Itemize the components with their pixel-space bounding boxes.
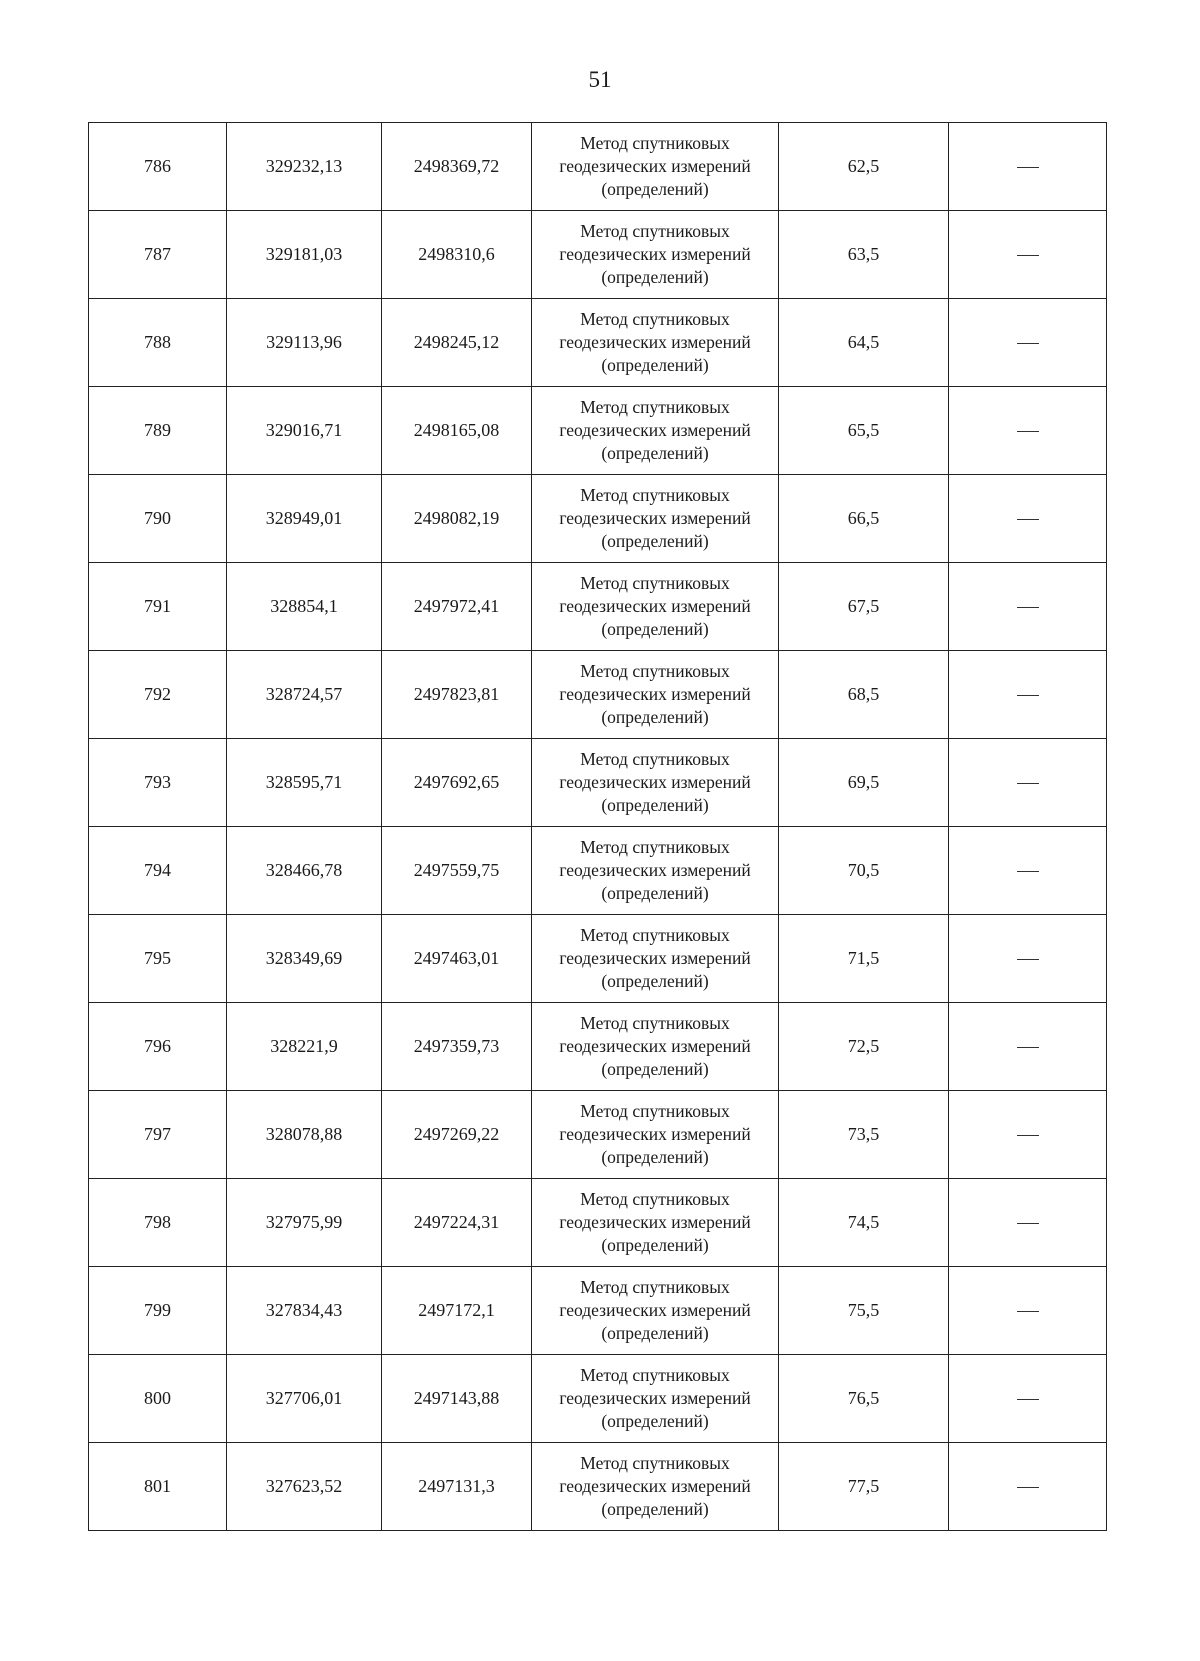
x-coordinate-cell: 328078,88 bbox=[227, 1091, 382, 1179]
method-line: (определений) bbox=[601, 1147, 709, 1167]
method-line: геодезических измерений bbox=[559, 1212, 751, 1232]
method-line: геодезических измерений bbox=[559, 156, 751, 176]
point-number-cell: 788 bbox=[89, 299, 227, 387]
method-line: Метод спутниковых bbox=[580, 661, 730, 681]
table-row bbox=[89, 739, 1107, 827]
accuracy-cell: 63,5 bbox=[779, 211, 949, 299]
table-row bbox=[89, 387, 1107, 475]
note-cell bbox=[949, 1267, 1107, 1355]
dash-mark bbox=[1017, 695, 1039, 696]
method-line: (определений) bbox=[601, 355, 709, 375]
method-cell bbox=[532, 915, 779, 1003]
note-cell bbox=[949, 827, 1107, 915]
y-coordinate-cell: 2498245,12 bbox=[382, 299, 532, 387]
point-number-cell: 796 bbox=[89, 1003, 227, 1091]
note-cell bbox=[949, 1091, 1107, 1179]
x-coordinate-cell: 328466,78 bbox=[227, 827, 382, 915]
method-cell bbox=[532, 299, 779, 387]
method-line: Метод спутниковых bbox=[580, 925, 730, 945]
method-line: геодезических измерений bbox=[559, 1036, 751, 1056]
method-line: (определений) bbox=[601, 1235, 709, 1255]
method-line: Метод спутниковых bbox=[580, 133, 730, 153]
method-line: геодезических измерений bbox=[559, 860, 751, 880]
dash-mark bbox=[1017, 1135, 1039, 1136]
table-row bbox=[89, 1267, 1107, 1355]
note-cell bbox=[949, 739, 1107, 827]
note-cell bbox=[949, 387, 1107, 475]
method-line: (определений) bbox=[601, 1323, 709, 1343]
point-number-cell: 800 bbox=[89, 1355, 227, 1443]
accuracy-cell: 69,5 bbox=[779, 739, 949, 827]
method-cell bbox=[532, 387, 779, 475]
method-line: геодезических измерений bbox=[559, 1388, 751, 1408]
method-cell bbox=[532, 1443, 779, 1531]
method-cell bbox=[532, 827, 779, 915]
method-line: геодезических измерений bbox=[559, 772, 751, 792]
x-coordinate-cell: 328221,9 bbox=[227, 1003, 382, 1091]
method-line: (определений) bbox=[601, 443, 709, 463]
table-row bbox=[89, 299, 1107, 387]
x-coordinate-cell: 329232,13 bbox=[227, 123, 382, 211]
accuracy-cell: 62,5 bbox=[779, 123, 949, 211]
table-row bbox=[89, 1091, 1107, 1179]
note-cell bbox=[949, 211, 1107, 299]
accuracy-cell: 68,5 bbox=[779, 651, 949, 739]
y-coordinate-cell: 2497131,3 bbox=[382, 1443, 532, 1531]
accuracy-cell: 64,5 bbox=[779, 299, 949, 387]
y-coordinate-cell: 2498082,19 bbox=[382, 475, 532, 563]
note-cell bbox=[949, 915, 1107, 1003]
table-row bbox=[89, 1355, 1107, 1443]
dash-mark bbox=[1017, 1311, 1039, 1312]
method-line: (определений) bbox=[601, 619, 709, 639]
method-line: геодезических измерений bbox=[559, 244, 751, 264]
method-cell bbox=[532, 475, 779, 563]
point-number-cell: 799 bbox=[89, 1267, 227, 1355]
method-line: Метод спутниковых bbox=[580, 1453, 730, 1473]
method-line: (определений) bbox=[601, 1059, 709, 1079]
x-coordinate-cell: 328949,01 bbox=[227, 475, 382, 563]
y-coordinate-cell: 2497463,01 bbox=[382, 915, 532, 1003]
accuracy-cell: 75,5 bbox=[779, 1267, 949, 1355]
note-cell bbox=[949, 123, 1107, 211]
method-cell bbox=[532, 651, 779, 739]
table-row bbox=[89, 475, 1107, 563]
method-line: (определений) bbox=[601, 707, 709, 727]
method-cell bbox=[532, 739, 779, 827]
x-coordinate-cell: 328724,57 bbox=[227, 651, 382, 739]
method-line: Метод спутниковых bbox=[580, 749, 730, 769]
method-cell bbox=[532, 563, 779, 651]
method-line: Метод спутниковых bbox=[580, 1101, 730, 1121]
page-number: 51 bbox=[588, 67, 612, 92]
method-line: Метод спутниковых bbox=[580, 1277, 730, 1297]
coordinates-table-container bbox=[88, 122, 1106, 1531]
x-coordinate-cell: 327975,99 bbox=[227, 1179, 382, 1267]
y-coordinate-cell: 2497143,88 bbox=[382, 1355, 532, 1443]
x-coordinate-cell: 327834,43 bbox=[227, 1267, 382, 1355]
method-line: (определений) bbox=[601, 531, 709, 551]
accuracy-cell: 71,5 bbox=[779, 915, 949, 1003]
method-cell bbox=[532, 1179, 779, 1267]
point-number-cell: 792 bbox=[89, 651, 227, 739]
table-body bbox=[89, 123, 1107, 1531]
method-line: (определений) bbox=[601, 795, 709, 815]
y-coordinate-cell: 2498369,72 bbox=[382, 123, 532, 211]
x-coordinate-cell: 329016,71 bbox=[227, 387, 382, 475]
point-number-cell: 794 bbox=[89, 827, 227, 915]
table-row bbox=[89, 915, 1107, 1003]
x-coordinate-cell: 327623,52 bbox=[227, 1443, 382, 1531]
point-number-cell: 789 bbox=[89, 387, 227, 475]
x-coordinate-cell: 329113,96 bbox=[227, 299, 382, 387]
accuracy-cell: 72,5 bbox=[779, 1003, 949, 1091]
accuracy-cell: 65,5 bbox=[779, 387, 949, 475]
method-line: геодезических измерений bbox=[559, 1476, 751, 1496]
dash-mark bbox=[1017, 1047, 1039, 1048]
y-coordinate-cell: 2498165,08 bbox=[382, 387, 532, 475]
point-number-cell: 791 bbox=[89, 563, 227, 651]
dash-mark bbox=[1017, 607, 1039, 608]
method-line: Метод спутниковых bbox=[580, 1365, 730, 1385]
note-cell bbox=[949, 475, 1107, 563]
y-coordinate-cell: 2497692,65 bbox=[382, 739, 532, 827]
method-line: (определений) bbox=[601, 1499, 709, 1519]
method-cell bbox=[532, 123, 779, 211]
method-line: (определений) bbox=[601, 179, 709, 199]
y-coordinate-cell: 2497269,22 bbox=[382, 1091, 532, 1179]
x-coordinate-cell: 327706,01 bbox=[227, 1355, 382, 1443]
y-coordinate-cell: 2497972,41 bbox=[382, 563, 532, 651]
method-line: геодезических измерений bbox=[559, 596, 751, 616]
coordinates-table bbox=[88, 122, 1107, 1531]
method-line: (определений) bbox=[601, 883, 709, 903]
x-coordinate-cell: 328595,71 bbox=[227, 739, 382, 827]
dash-mark bbox=[1017, 255, 1039, 256]
x-coordinate-cell: 328349,69 bbox=[227, 915, 382, 1003]
method-line: геодезических измерений bbox=[559, 1300, 751, 1320]
dash-mark bbox=[1017, 343, 1039, 344]
point-number-cell: 798 bbox=[89, 1179, 227, 1267]
accuracy-cell: 77,5 bbox=[779, 1443, 949, 1531]
x-coordinate-cell: 329181,03 bbox=[227, 211, 382, 299]
method-line: Метод спутниковых bbox=[580, 221, 730, 241]
table-row bbox=[89, 827, 1107, 915]
accuracy-cell: 74,5 bbox=[779, 1179, 949, 1267]
method-cell bbox=[532, 1003, 779, 1091]
method-line: (определений) bbox=[601, 971, 709, 991]
dash-mark bbox=[1017, 1399, 1039, 1400]
y-coordinate-cell: 2498310,6 bbox=[382, 211, 532, 299]
table-row bbox=[89, 1179, 1107, 1267]
method-cell bbox=[532, 1091, 779, 1179]
dash-mark bbox=[1017, 519, 1039, 520]
note-cell bbox=[949, 1443, 1107, 1531]
table-row bbox=[89, 1443, 1107, 1531]
accuracy-cell: 76,5 bbox=[779, 1355, 949, 1443]
method-line: геодезических измерений bbox=[559, 684, 751, 704]
y-coordinate-cell: 2497172,1 bbox=[382, 1267, 532, 1355]
table-row bbox=[89, 211, 1107, 299]
method-line: Метод спутниковых bbox=[580, 573, 730, 593]
method-line: геодезических измерений bbox=[559, 508, 751, 528]
note-cell bbox=[949, 1355, 1107, 1443]
method-line: Метод спутниковых bbox=[580, 1013, 730, 1033]
table-row bbox=[89, 651, 1107, 739]
dash-mark bbox=[1017, 431, 1039, 432]
note-cell bbox=[949, 1179, 1107, 1267]
method-line: геодезических измерений bbox=[559, 948, 751, 968]
accuracy-cell: 67,5 bbox=[779, 563, 949, 651]
note-cell bbox=[949, 563, 1107, 651]
dash-mark bbox=[1017, 1223, 1039, 1224]
point-number-cell: 801 bbox=[89, 1443, 227, 1531]
note-cell bbox=[949, 299, 1107, 387]
dash-mark bbox=[1017, 167, 1039, 168]
table-row bbox=[89, 563, 1107, 651]
y-coordinate-cell: 2497559,75 bbox=[382, 827, 532, 915]
table-row bbox=[89, 123, 1107, 211]
method-line: геодезических измерений bbox=[559, 332, 751, 352]
method-line: геодезических измерений bbox=[559, 1124, 751, 1144]
point-number-cell: 787 bbox=[89, 211, 227, 299]
point-number-cell: 795 bbox=[89, 915, 227, 1003]
method-line: (определений) bbox=[601, 1411, 709, 1431]
dash-mark bbox=[1017, 783, 1039, 784]
method-cell bbox=[532, 1267, 779, 1355]
dash-mark bbox=[1017, 871, 1039, 872]
note-cell bbox=[949, 1003, 1107, 1091]
point-number-cell: 786 bbox=[89, 123, 227, 211]
accuracy-cell: 73,5 bbox=[779, 1091, 949, 1179]
point-number-cell: 793 bbox=[89, 739, 227, 827]
note-cell bbox=[949, 651, 1107, 739]
y-coordinate-cell: 2497224,31 bbox=[382, 1179, 532, 1267]
method-line: Метод спутниковых bbox=[580, 397, 730, 417]
method-line: Метод спутниковых bbox=[580, 309, 730, 329]
dash-mark bbox=[1017, 959, 1039, 960]
point-number-cell: 790 bbox=[89, 475, 227, 563]
method-cell bbox=[532, 1355, 779, 1443]
table-row bbox=[89, 1003, 1107, 1091]
method-line: (определений) bbox=[601, 267, 709, 287]
x-coordinate-cell: 328854,1 bbox=[227, 563, 382, 651]
method-line: Метод спутниковых bbox=[580, 485, 730, 505]
method-line: Метод спутниковых bbox=[580, 837, 730, 857]
accuracy-cell: 66,5 bbox=[779, 475, 949, 563]
dash-mark bbox=[1017, 1487, 1039, 1488]
y-coordinate-cell: 2497823,81 bbox=[382, 651, 532, 739]
y-coordinate-cell: 2497359,73 bbox=[382, 1003, 532, 1091]
point-number-cell: 797 bbox=[89, 1091, 227, 1179]
method-line: Метод спутниковых bbox=[580, 1189, 730, 1209]
method-line: геодезических измерений bbox=[559, 420, 751, 440]
accuracy-cell: 70,5 bbox=[779, 827, 949, 915]
method-cell bbox=[532, 211, 779, 299]
